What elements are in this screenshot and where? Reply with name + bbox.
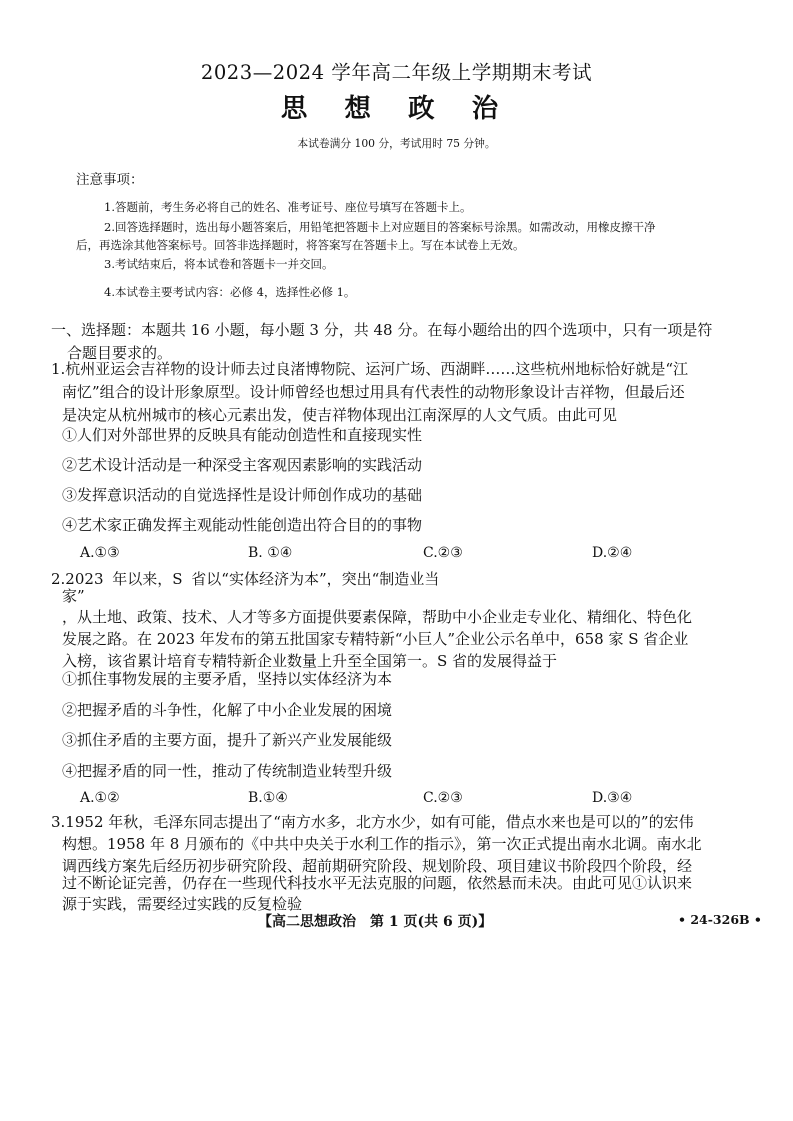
exam-info: 本试卷满分 100 分，考试用时 75 分钟。	[297, 137, 496, 150]
section-heading-line-1: 一、选择题：本题共 16 小题，每小题 3 分，共 48 分。在每小题给出的四个选项中，只有一项是符	[51, 321, 713, 339]
notice-item-2-line-1: 2.回答选择题时，选出每小题答案后，用铅笔把答题卡上对应题目的答案标号涂黑。如需改动，用橡皮擦干净	[104, 220, 656, 234]
question-2-statement-2: ②把握矛盾的斗争性，化解了中小企业发展的困境	[62, 701, 393, 719]
question-2-choice-a[interactable]: A.①②	[80, 790, 120, 806]
question-3-line-1: 3.1952 年秋，毛泽东同志提出了“南方水多，北方水少，如有可能，借点水来也是可以的”的宏伟	[51, 813, 694, 831]
question-2-statement-3: ③抓住矛盾的主要方面，提升了新兴产业发展能级	[62, 731, 393, 749]
question-1-line-3: 是决定从杭州城市的核心元素出发，使吉祥物体现出江南深厚的人文气质。由此可见	[62, 406, 618, 424]
question-2-line-1: 2.2023 年以来，S 省以“实体经济为本”，突出“制造业当	[51, 570, 440, 588]
question-3-line-2: 构想。1958 年 8 月颁布的《中共中央关于水利工作的指示》，第一次正式提出南水北调。南水北	[62, 835, 702, 853]
subject-title: 思 想 政 治	[280, 93, 513, 124]
question-2-line-2: ，从土地、政策、技术、人才等多方面提供要素保障，帮助中小企业走专业化、精细化、特色化	[62, 608, 693, 626]
question-1-choice-b[interactable]: B. ①④	[248, 545, 293, 561]
exam-title: 2023—2024 学年高二年级上学期期末考试	[200, 61, 593, 84]
question-2-statement-4: ④把握矛盾的同一性，推动了传统制造业转型升级	[62, 762, 393, 780]
page-footer-label: 【高二思想政治 第 1 页(共 6 页)】	[258, 914, 493, 930]
question-1-statement-4: ④艺术家正确发挥主观能动性能创造出符合目的的事物	[62, 516, 423, 534]
question-1-line-2: 南忆”组合的设计形象原型。设计师曾经也想过用具有代表性的动物形象设计吉祥物，但最后还	[62, 383, 685, 401]
question-2-choice-c[interactable]: C.②③	[423, 790, 463, 806]
question-1-choice-c[interactable]: C.②③	[423, 545, 463, 561]
notice-heading: 注意事项：	[76, 172, 144, 188]
question-1-statement-1: ①人们对外部世界的反映具有能动创造性和直接现实性	[62, 426, 423, 444]
question-1-statement-2: ②艺术设计活动是一种深受主客观因素影响的实践活动	[62, 456, 423, 474]
notice-item-1: 1.答题前，考生务必将自己的姓名、准考证号、座位号填写在答题卡上。	[104, 200, 472, 214]
question-1-choice-a[interactable]: A.①③	[80, 545, 120, 561]
question-3-line-3: 调西线方案先后经历初步研究阶段、超前期研究阶段、规划阶段、项目建议书阶段四个阶段，经	[62, 857, 693, 875]
question-2-statement-1: ①抓住事物发展的主要矛盾，坚持以实体经济为本	[62, 670, 393, 688]
question-1-statement-3: ③发挥意识活动的自觉选择性是设计师创作成功的基础	[62, 486, 423, 504]
page-footer-code: • 24-326B •	[678, 912, 762, 927]
question-2-line-4: 入榜，该省累计培育专精特新企业数量上升至全国第一。S 省的发展得益于	[62, 652, 558, 670]
question-3-line-4: 过不断论证完善，仍存在一些现代科技水平无法克服的问题，依然悬而未决。由此可见①认识来	[62, 874, 693, 892]
question-2-line-3: 发展之路。在 2023 年发布的第五批国家专精特新“小巨人”企业公示名单中，658 家 S 省企业	[62, 630, 689, 648]
question-1-line-1: 1.杭州亚运会吉祥物的设计师去过良渚博物院、运河广场、西湖畔……这些杭州地标恰好就是“江	[51, 360, 688, 378]
notice-item-3: 3.考试结束后，将本试卷和答题卡一并交回。	[104, 257, 334, 271]
question-3-line-5: 源于实践，需要经过实践的反复检验	[62, 895, 303, 913]
notice-item-4: 4.本试卷主要考试内容：必修 4，选择性必修 1。	[104, 285, 356, 299]
question-2-line-1b: 家”	[62, 587, 85, 605]
question-2-choice-b[interactable]: B.①④	[248, 790, 288, 806]
question-1-choice-d[interactable]: D.②④	[592, 545, 633, 561]
section-heading-line-2: 合题目要求的。	[67, 344, 173, 362]
notice-item-2-line-2: 后，再选涂其他答案标号。回答非选择题时，将答案写在答题卡上。写在本试卷上无效。	[76, 238, 525, 252]
question-2-choice-d[interactable]: D.③④	[592, 790, 633, 806]
